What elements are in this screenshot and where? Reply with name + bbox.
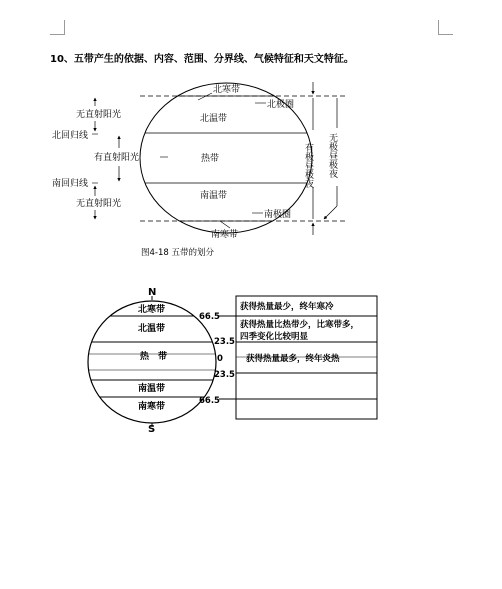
bottom-zone-south-frigid: 南寒带 [138, 402, 166, 412]
bottom-zone-torrid: 热 带 [140, 352, 168, 362]
label-tropic-cancer: 北回归线 [52, 131, 89, 141]
zone-south-temperate: 南温带 [200, 191, 228, 201]
lat-south-66-5: 66.5 [199, 396, 220, 406]
label-arctic-circle: 北极圈 [267, 100, 295, 110]
desc-torrid: 获得热量最多，终年炎热 [246, 354, 340, 364]
lat-north-66-5: 66.5 [199, 312, 220, 322]
zone-south-frigid: 南寒带 [211, 230, 239, 240]
desc-frigid: 获得热量最少，终年寒冷 [240, 302, 334, 312]
label-direct-sun: 有直射阳光 [94, 153, 140, 163]
south-frigid-leader [220, 221, 230, 228]
label-no-direct-sun-top: 无直射阳光 [76, 110, 122, 120]
question-heading: 10、五带产生的依据、内容、范围、分界线、气候特征和天文特征。 [50, 54, 354, 65]
label-no-direct-sun-bottom: 无直射阳光 [76, 199, 122, 209]
bottom-zone-north-frigid: 北寒带 [138, 305, 166, 315]
figure-five-zones-top [52, 82, 345, 258]
label-polar-day-night: 有极昼极夜 [303, 143, 313, 188]
zone-north-temperate: 北温带 [200, 114, 228, 124]
label-antarctic-circle: 南极圈 [264, 210, 292, 220]
south-frigid-info-box [219, 399, 377, 419]
label-no-polar-day-night: 无极昼极夜 [327, 133, 337, 178]
north-frigid-leader [198, 93, 212, 100]
label-tropic-capricorn: 南回归线 [52, 179, 89, 189]
lat-equator: 0 [217, 354, 223, 364]
bottom-zone-south-temperate: 南温带 [138, 384, 166, 394]
north-pole-label: N [148, 287, 157, 298]
lat-south-23-5: 23.5 [214, 370, 235, 380]
desc-temperate-line1: 获得热量比热带少，比寒带多， [240, 320, 360, 330]
no-polar-diagonal-arrow [324, 206, 337, 219]
figure-five-zones-bottom [80, 287, 377, 435]
bottom-zone-north-temperate: 北温带 [138, 324, 166, 334]
figure-caption: 图4-18 五带的划分 [141, 248, 214, 258]
desc-temperate-line2: 四季变化比较明显 [240, 332, 309, 342]
label-polar-day-night-vertical [303, 142, 314, 189]
label-no-polar-day-night-vertical [327, 133, 338, 179]
zone-torrid: 热带 [201, 154, 220, 164]
south-pole-label: S [148, 424, 156, 435]
lat-north-23-5: 23.5 [214, 337, 235, 347]
zone-north-frigid: 北寒带 [213, 85, 241, 95]
